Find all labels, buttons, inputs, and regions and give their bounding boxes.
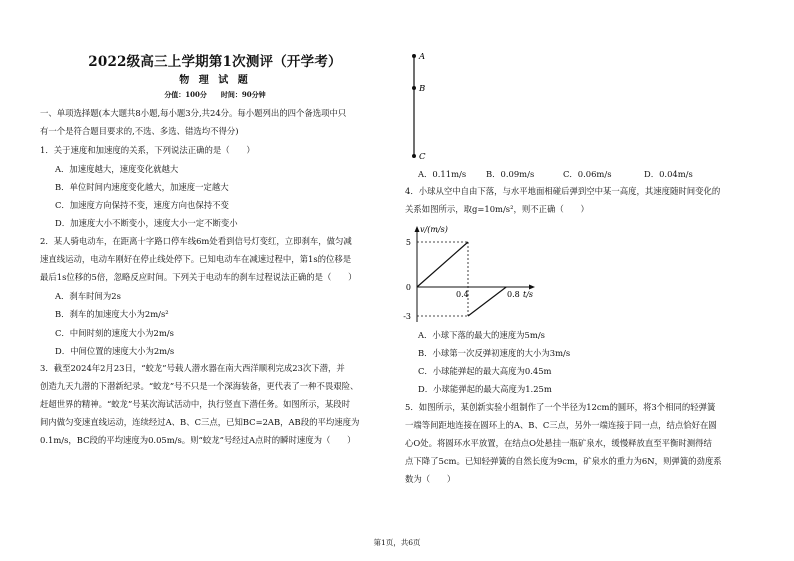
- q3-option-c: C．0.06m/s: [563, 169, 612, 179]
- q3-stem-line-4: 间内做匀变速直线运动，连续经过A、B、C三点，已知BC=2AB，AB段的平均速度为: [40, 417, 360, 427]
- q3-option-b: B．0.09m/s: [486, 169, 535, 179]
- q4-stem-line-2: 关系如图所示，取g=10m/s²，则不正确（ ）: [405, 204, 589, 214]
- q2-option-b: B．刹车的加速度大小为2m/s²: [55, 309, 169, 319]
- q3-stem-line-3: 赶超世界的精神。“蛟龙”号某次海试活动中，执行竖直下潜任务。如图所示，某段时: [40, 399, 351, 409]
- subject-title: 物 理 试 题: [179, 75, 251, 86]
- q5-stem-line-1: 5．如图所示，某创新实验小组制作了一个半径为12cm的圆环，将3个相同的轻弹簧: [405, 402, 716, 412]
- page-title: 2022级高三上学期第1次测评（开学考）: [88, 54, 342, 70]
- q5-stem-line-4: 点下降了5cm。已知轻弹簧的自然长度为9cm，矿泉水的重力为6N，则弹簧的劲度系: [405, 456, 722, 466]
- q4-option-b: B．小球第一次反弹初速度的大小为3m/s: [418, 348, 571, 358]
- point-c-label: C: [419, 152, 426, 162]
- q2-option-c: C．中间时刻的速度大小为2m/s: [55, 328, 174, 338]
- page-footer: 第1页，共6页: [373, 538, 421, 547]
- x-tick-label: 0.8: [507, 290, 520, 299]
- q2-stem-line-3: 最后1s位移的5倍，忽略反应时间。下列关于电动车的刹车过程说法正确的是（ ）: [40, 272, 357, 282]
- y-tick-label: 5: [405, 238, 411, 247]
- q5-stem-line-5: 数为（ ）: [405, 474, 456, 484]
- q3-option-d: D．0.04m/s: [644, 169, 693, 179]
- q3-stem-line-2: 创造九天九潜的下潜新纪录。“蛟龙”号不只是一个深海装备，更代表了一种不畏艰险、: [40, 381, 359, 391]
- q1-option-a: A．加速度越大，速度变化就越大: [55, 164, 179, 174]
- section-heading-line-1: 一、单项选择题(本大题共8小题,每小题3分,共24分。每小题列出的四个备选项中只: [40, 108, 347, 118]
- point-a-marker: [412, 54, 416, 58]
- q1-option-c: C．加速度方向保持不变，速度方向也保持不变: [55, 200, 229, 210]
- x-axis-arrow: [529, 285, 535, 290]
- q4-stem-line-1: 4．小球从空中自由下落，与水平地面相碰后弹到空中某一高度，其速度随时间变化的: [405, 186, 721, 196]
- score-time-line: 分值：100分 时间：90分钟: [164, 90, 266, 99]
- series-line-2: [468, 287, 506, 316]
- q2-stem-line-2: 速直线运动，电动车刚好在停止线处停下。已知电动车在减速过程中，第1s的位移是: [40, 254, 352, 264]
- y-axis-label: v/(m/s): [420, 225, 448, 234]
- q3-stem-line-1: 3．截至2024年2月23日，“蛟龙”号载人潜水器在南大西洋顺利完成23次下潜，并: [40, 363, 345, 373]
- q4-velocity-time-chart: [395, 220, 545, 326]
- q4-option-a: A．小球下落的最大的速度为5m/s: [418, 330, 545, 340]
- q1-option-d: D．加速度大小不断变小，速度大小一定不断变小: [55, 218, 238, 228]
- point-c-marker: [412, 154, 416, 158]
- q5-stem-line-2: 一端等间距地连接在圆环上的A、B、C三点，另外一端连接于同一点，结点恰好在圆: [405, 420, 717, 430]
- y-tick-label: -3: [403, 312, 411, 321]
- q4-option-d: D．小球能弹起的最大高度为1.25m: [418, 384, 552, 394]
- q1-option-b: B．单位时间内速度变化越大，加速度一定越大: [55, 182, 229, 192]
- q2-option-a: A．刹车时间为2s: [55, 291, 121, 301]
- q2-stem-line-1: 2．某人骑电动车，在距离十字路口停车线6m处看到信号灯变红，立即刹车，做匀减: [40, 236, 352, 246]
- point-b-marker: [412, 86, 416, 90]
- q3-stem-line-5: 0.1m/s，BC段的平均速度为0.05m/s。则“蛟龙”号经过A点时的瞬时速度为（ ）: [40, 435, 356, 445]
- x-axis-label: t/s: [523, 290, 534, 299]
- point-a-label: A: [419, 52, 426, 62]
- q3-depth-diagram: [405, 46, 445, 166]
- q3-option-a: A．0.11m/s: [418, 169, 467, 179]
- q4-option-c: C．小球能弹起的最大高度为0.45m: [418, 366, 552, 376]
- q5-stem-line-3: 心O处。将圆环水平放置，在结点O处悬挂一瓶矿泉水，缓慢释放直至平衡时测得结: [405, 438, 712, 448]
- series-line-1: [417, 242, 468, 287]
- q2-option-d: D．中间位置的速度大小为2m/s: [55, 346, 175, 356]
- section-heading-line-2: 有一个是符合题目要求的,不选、多选、错选均不得分): [40, 126, 239, 136]
- y-axis-arrow: [415, 226, 420, 232]
- point-b-label: B: [419, 84, 426, 94]
- q1-stem: 1．关于速度和加速度的关系，下列说法正确的是（ ）: [40, 145, 255, 155]
- y-tick-label: 0: [405, 283, 411, 292]
- x-tick-label: 0.4: [456, 290, 469, 299]
